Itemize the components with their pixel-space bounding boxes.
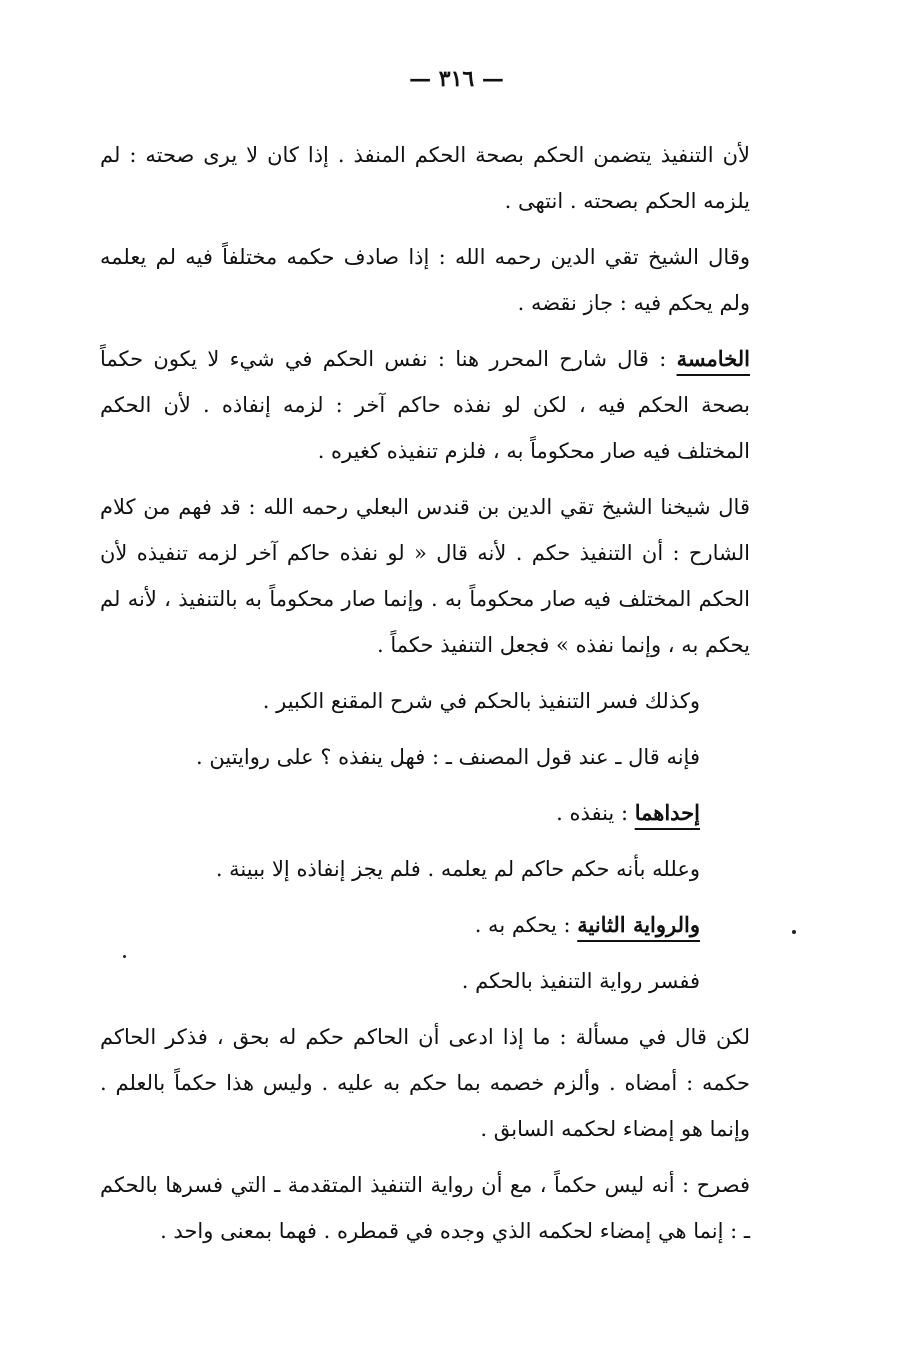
paragraph-heading: إحداهما: [634, 800, 700, 825]
paragraph-text: وكذلك فسر التنفيذ بالحكم في شرح المقنع الكبير .: [262, 689, 700, 713]
paragraph-text: فإنه قال ـ عند قول المصنف ـ : فهل ينفذه ؟ على روايتين .: [196, 745, 700, 769]
paragraph-text: : ينفذه .: [556, 801, 635, 825]
paragraph-text: لكن قال في مسألة : ما إذا ادعى أن الحاكم حكم له بحق ، فذكر الحاكم حكمه : أمضاه . وألزم خصمه بما حكم به عليه . وليس هذا حكماً بالعلم . وإنما هو إمضاء لحكمه السابق .: [100, 1025, 750, 1141]
paragraph-2: [100, 234, 750, 326]
paragraph-11: [100, 1014, 750, 1152]
scan-speck: [123, 955, 126, 958]
paragraph-text: ففسر رواية التنفيذ بالحكم .: [461, 969, 700, 993]
paragraph-text: قال شيخنا الشيخ تقي الدين بن قندس البعلي رحمه الله : قد فهم من كلام الشارح : أن التنفيذ حكم . لأنه قال « لو نفذه حاكم آخر لزمه تنفيذه لأن الحكم المختلف فيه صار محكوماً به . وإنما صار محكوماً به بالتنفيذ ، لأنه لم يحكم به ، وإنما نفذه » فجعل التنفيذ حكماً .: [100, 495, 750, 657]
paragraph-text: وقال الشيخ تقي الدين رحمه الله : إذا صادف حكمه مختلفاً فيه لم يعلمه ولم يحكم فيه : جاز نقضه .: [100, 245, 750, 315]
paragraph-4: [100, 484, 750, 668]
paragraph-text: لأن التنفيذ يتضمن الحكم بصحة الحكم المنفذ . إذا كان لا يرى صحته : لم يلزمه الحكم بصحته . انتهى .: [100, 143, 750, 213]
paragraph-8: [100, 846, 750, 892]
paragraph-text: وعلله بأنه حكم حاكم لم يعلمه . فلم يجز إنفاذه إلا ببينة .: [215, 857, 700, 881]
paragraph-3: [100, 336, 750, 474]
paragraph-5: [100, 678, 750, 724]
paragraph-12: [100, 1162, 750, 1254]
paragraph-9: [100, 902, 750, 948]
paragraph-heading: والرواية الثانية: [577, 912, 700, 937]
paragraph-7: [100, 790, 750, 836]
paragraph-text: : قال شارح المحرر هنا : نفس الحكم في شيء لا يكون حكماً بصحة الحكم فيه ، لكن لو نفذه حاكم آخر : لزمه إنفاذه . لأن الحكم المختلف فيه صار محكوماً به ، فلزم تنفيذه كغيره .: [100, 347, 750, 463]
paragraph-1: [100, 132, 750, 224]
page-number: — ٣١٦ —: [409, 66, 504, 92]
paragraph-10: [100, 958, 750, 1004]
paragraph-heading: الخامسة: [676, 346, 750, 371]
paragraph-text: فصرح : أنه ليس حكماً ، مع أن رواية التنفيذ المتقدمة ـ التي فسرها بالحكم ـ : إنما هي إمضاء لحكمه الذي وجده في قمطره . فهما بمعنى واحد .: [100, 1173, 750, 1243]
text-body: [100, 132, 750, 1264]
paragraph-6: [100, 734, 750, 780]
paragraph-text: : يحكم به .: [474, 913, 578, 937]
scan-speck: [792, 930, 796, 934]
